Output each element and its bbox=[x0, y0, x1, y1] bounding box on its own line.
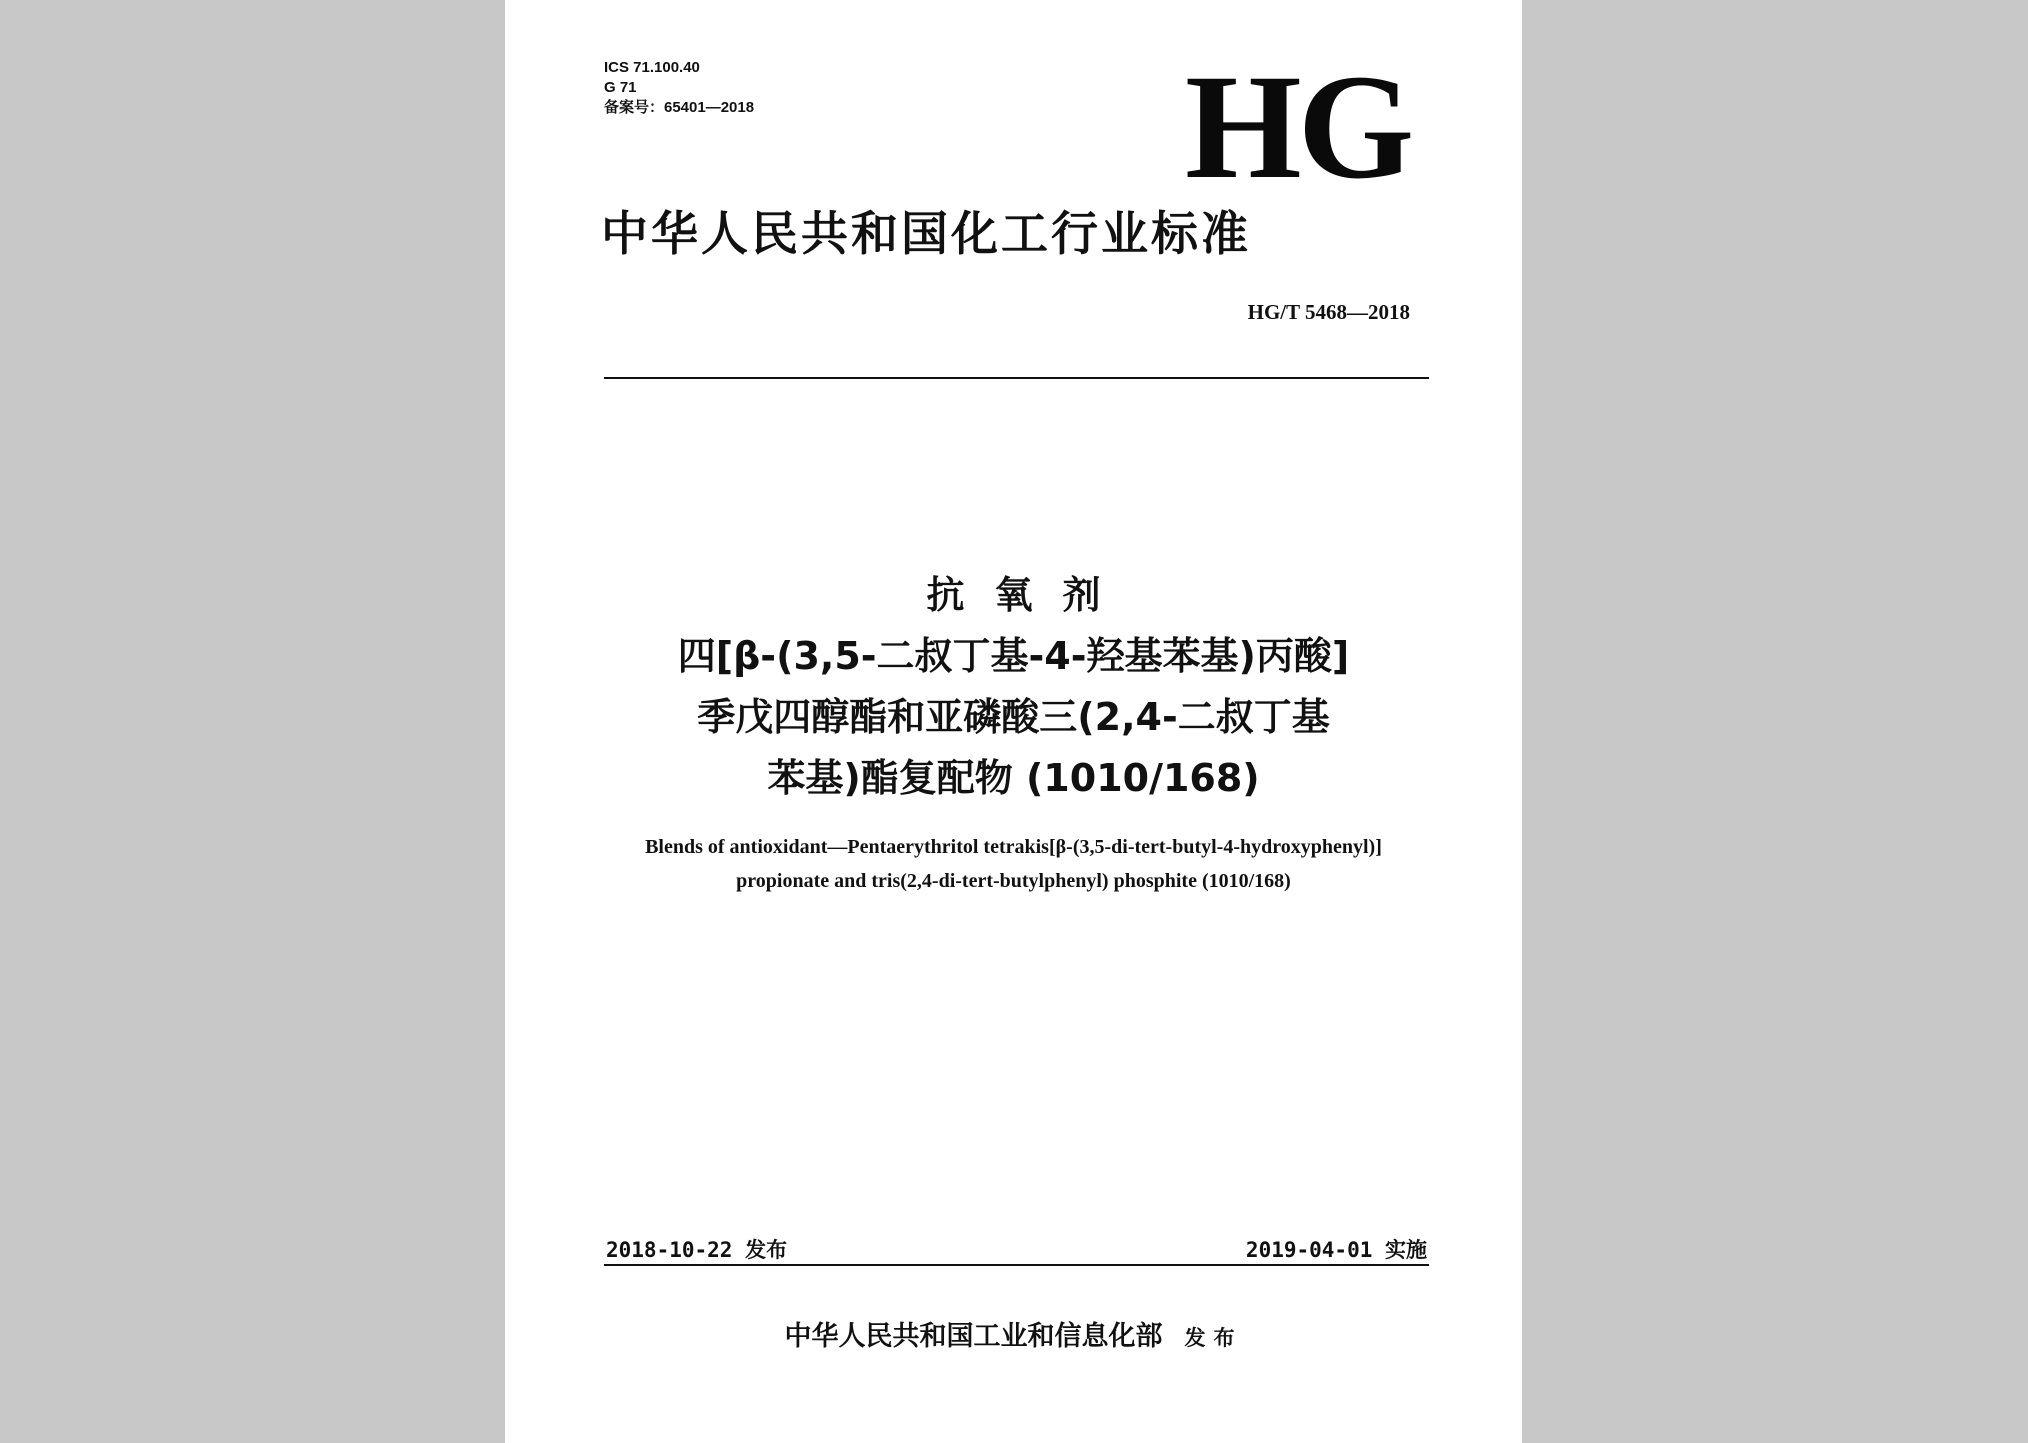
industry-standard-title: 中华人民共和国化工行业标准 bbox=[601, 207, 1251, 262]
english-title bbox=[505, 830, 1522, 898]
chinese-title bbox=[505, 565, 1522, 809]
issue-date: 2018-10-22 发布 bbox=[606, 1238, 788, 1262]
ccs-code: G 71 bbox=[604, 79, 637, 96]
publish-verb: 发布 bbox=[1184, 1325, 1243, 1350]
ics-code: ICS 71.100.40 bbox=[604, 59, 700, 76]
standard-number: HG/T 5468—2018 bbox=[1247, 300, 1410, 324]
implementation-date: 2019-04-01 实施 bbox=[1245, 1238, 1427, 1262]
publisher-name: 中华人民共和国工业和信息化部 bbox=[784, 1321, 1163, 1352]
english-title-line-2: propionate and tris(2,4-di-tert-butylphenyl) phosphite (1010/168) bbox=[736, 870, 1291, 892]
document-page bbox=[505, 0, 1522, 1443]
english-title-line-1: Blends of antioxidant—Pentaerythritol tetrakis[β-(3,5-di-tert-butyl-4-hydroxyphenyl)] bbox=[645, 836, 1382, 858]
hg-logo: HG bbox=[1185, 44, 1411, 210]
chinese-title-line-4: 苯基)酯复配物 (1010/168) bbox=[767, 756, 1260, 800]
chinese-title-line-1: 抗氧剂 bbox=[926, 573, 1131, 617]
top-divider bbox=[604, 377, 1429, 379]
chinese-title-line-2: 四[β-(3,5-二叔丁基-4-羟基苯基)丙酸] bbox=[677, 634, 1350, 678]
publisher-line bbox=[505, 1314, 1522, 1353]
filing-number: 备案号：65401—2018 bbox=[604, 99, 755, 116]
bottom-divider bbox=[604, 1264, 1429, 1266]
chinese-title-line-3: 季戊四醇酯和亚磷酸三(2,4-二叔丁基 bbox=[697, 695, 1330, 739]
date-row bbox=[604, 1234, 1429, 1264]
classification-block bbox=[604, 58, 754, 118]
